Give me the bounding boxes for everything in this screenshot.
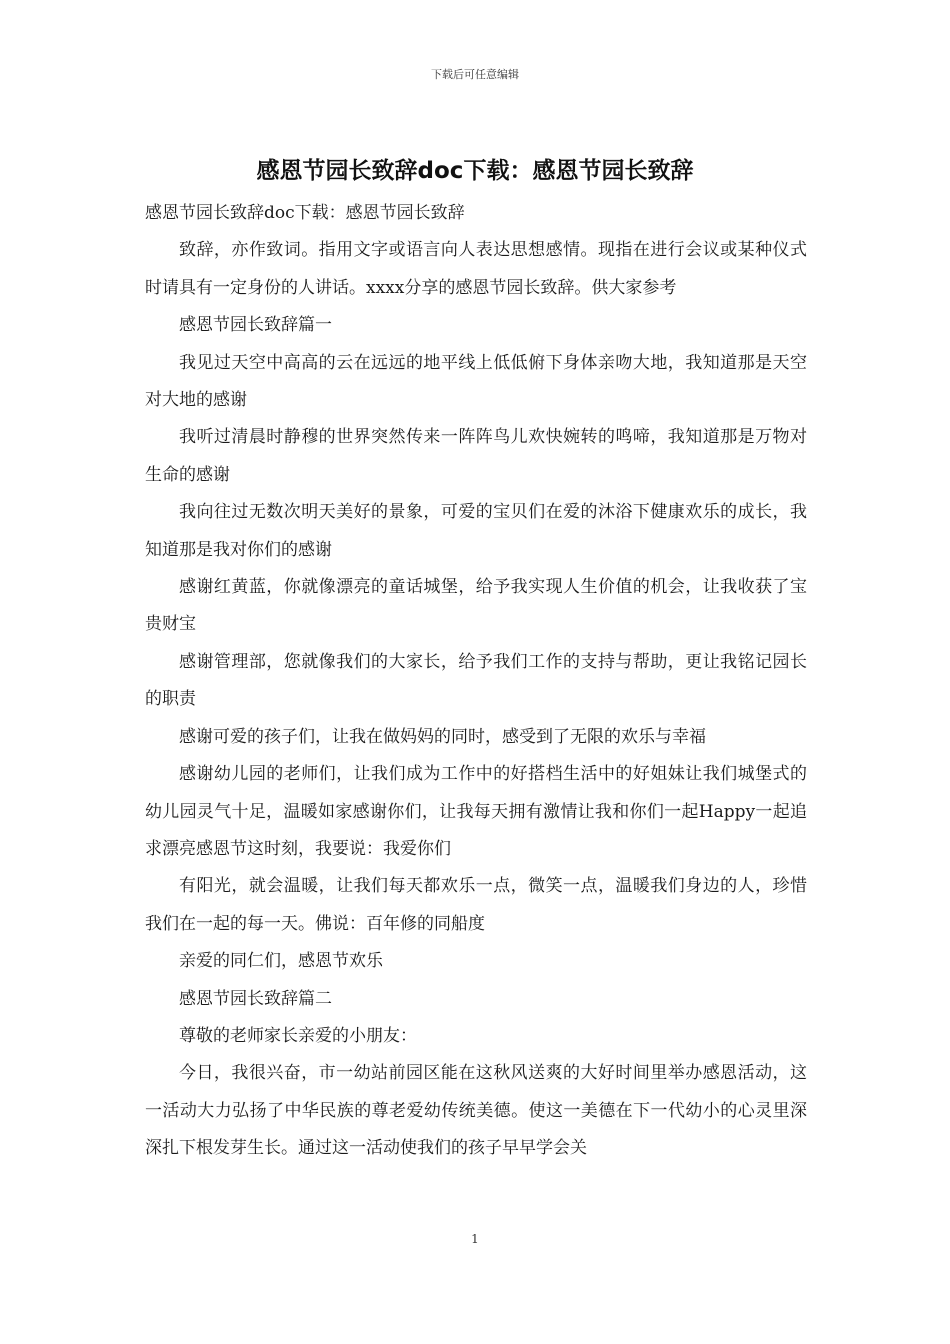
- section-heading-1: 感恩节园长致辞篇一: [179, 315, 332, 336]
- paragraph: 我向往过无数次明天美好的景象，可爱的宝贝们在爱的沐浴下健康欢乐的成长，我知道那是我对你们的感谢: [145, 502, 807, 560]
- paragraph: 今日，我很兴奋，市一幼站前园区能在这秋风送爽的大好时间里举办感恩活动，这一活动大力弘扬了中华民族的尊老爱幼传统美德。使这一美德在下一代幼小的心灵里深深扎下根发芽生长。通过这一活动使我们的孩子早早学会关: [145, 1063, 807, 1159]
- salutation: 尊敬的老师家长亲爱的小朋友：: [179, 1025, 417, 1046]
- paragraph: 我见过天空中高高的云在远远的地平线上低低俯下身体亲吻大地，我知道那是天空对大地的感谢: [145, 352, 807, 411]
- paragraph: 感谢红黄蓝，你就像漂亮的童话城堡，给予我实现人生价值的机会，让我收获了宝贵财宝: [145, 577, 807, 635]
- header-note: 下载后可任意编辑: [431, 68, 519, 81]
- paragraph: 感谢幼儿园的老师们，让我们成为工作中的好搭档生活中的好姐妹让我们城堡式的幼儿园灵气十足，温暖如家感谢你们，让我每天拥有激情让我和你们一起Happy一起追求漂亮感恩节这时刻，我要说：我爱你们: [145, 764, 807, 859]
- paragraph: 亲爱的同仁们，感恩节欢乐: [179, 951, 383, 972]
- paragraph: 感谢管理部，您就像我们的大家长，给予我们工作的支持与帮助，更让我铭记园长的职责: [145, 651, 807, 710]
- document-subtitle: 感恩节园长致辞doc下载：感恩节园长致辞: [145, 203, 465, 223]
- paragraph: 有阳光，就会温暖，让我们每天都欢乐一点，微笑一点，温暖我们身边的人，珍惜我们在一起的每一天。佛说：百年修的同船度: [145, 876, 807, 934]
- section-heading-2: 感恩节园长致辞篇二: [179, 988, 332, 1009]
- page-number: 1: [471, 1232, 479, 1246]
- paragraph: 感谢可爱的孩子们，让我在做妈妈的同时，感受到了无限的欢乐与幸福: [179, 726, 706, 747]
- paragraph-intro: 致辞，亦作致词。指用文字或语言向人表达思想感情。现指在进行会议或某种仪式时请具有一定身份的人讲话。xxxx分享的感恩节园长致辞。供大家参考: [145, 240, 807, 298]
- paragraph: 我听过清晨时静穆的世界突然传来一阵阵鸟儿欢快婉转的鸣啼，我知道那是万物对生命的感谢: [145, 427, 807, 485]
- document-body: [145, 195, 807, 1168]
- document-title: 感恩节园长致辞doc下载：感恩节园长致辞: [256, 158, 694, 184]
